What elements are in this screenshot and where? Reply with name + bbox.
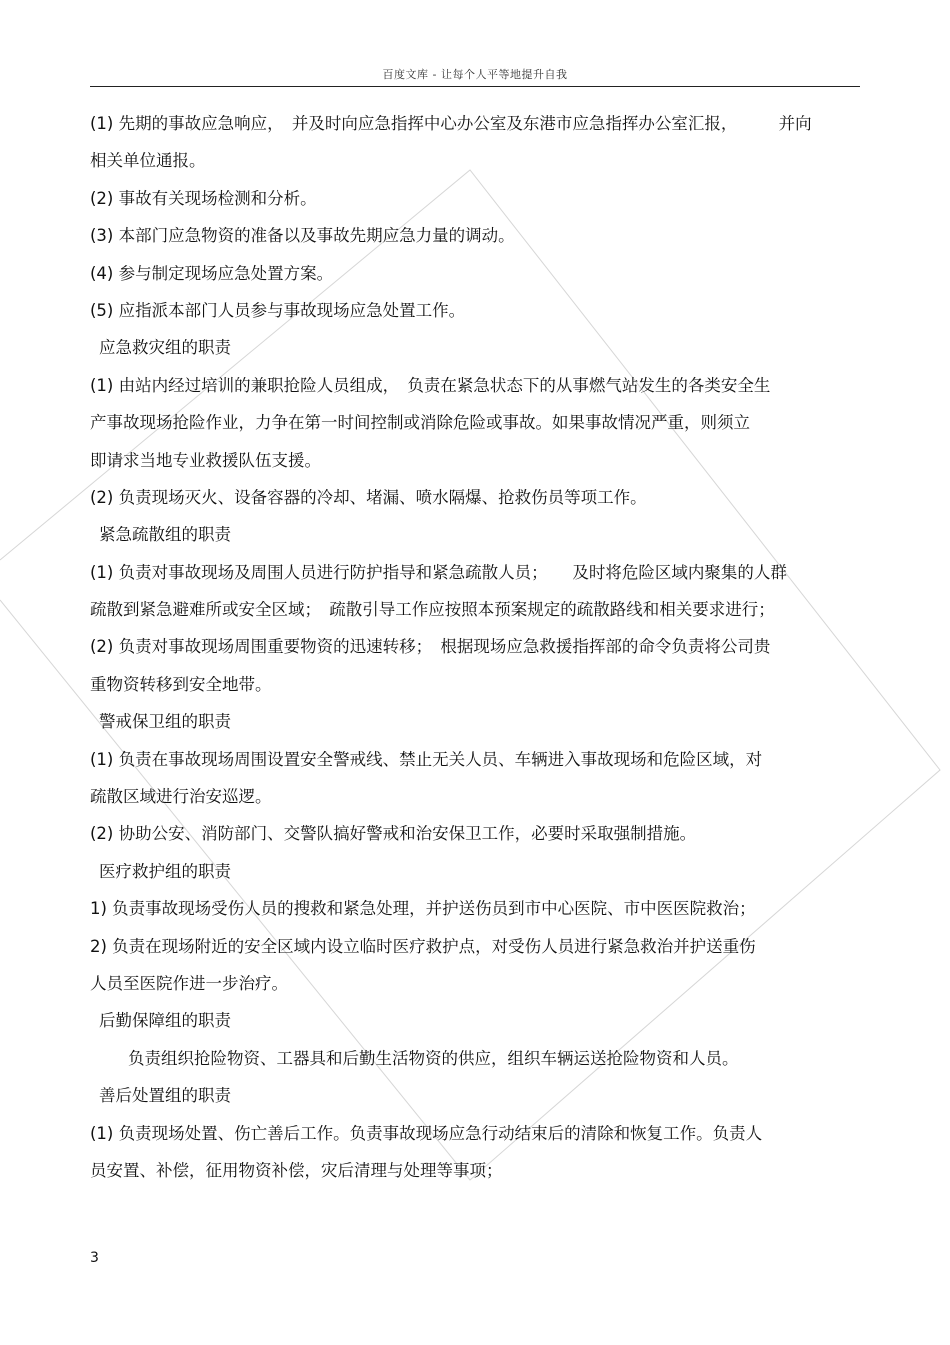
paragraph-line: (2) 负责对事故现场周围重要物资的迅速转移； 根据现场应急救援指挥部的命令负责将公司贵 bbox=[90, 637, 771, 657]
section-heading: 善后处置组的职责 bbox=[99, 1086, 231, 1106]
paragraph-line: (1) 负责在事故现场周围设置安全警戒线、禁止无关人员、车辆进入事故现场和危险区域，对 bbox=[90, 749, 763, 769]
section-heading: 警戒保卫组的职责 bbox=[99, 712, 231, 732]
paragraph-line: (2) 协助公安、消防部门、交警队搞好警戒和治安保卫工作，必要时采取强制措施。 bbox=[90, 824, 697, 844]
paragraph-line: 人员至医院作进一步治疗。 bbox=[90, 973, 288, 993]
paragraph-line: 疏散到紧急避难所或安全区域； 疏散引导工作应按照本预案规定的疏散路线和相关要求进行； bbox=[90, 600, 775, 620]
paragraph-line: 1) 负责事故现场受伤人员的搜救和紧急处理，并护送伤员到市中心医院、市中医医院救治； bbox=[90, 899, 756, 919]
paragraph-line: (1) 负责现场处置、伤亡善后工作。负责事故现场应急行动结束后的清除和恢复工作。负责人 bbox=[90, 1123, 763, 1143]
paragraph-line: (1) 由站内经过培训的兼职抢险人员组成， 负责在紧急状态下的从事燃气站发生的各类安全生 bbox=[90, 375, 771, 395]
paragraph-line: (3) 本部门应急物资的准备以及事故先期应急力量的调动。 bbox=[90, 226, 515, 246]
paragraph-line: 产事故现场抢险作业，力争在第一时间控制或消除危险或事故。如果事故情况严重，则须立 bbox=[90, 413, 750, 433]
paragraph-line: (1) 负责对事故现场及周围人员进行防护指导和紧急疏散人员； 及时将危险区域内聚集的人群 bbox=[90, 562, 787, 582]
paragraph-line: (1) 先期的事故应急响应， 并及时向应急指挥中心办公室及东港市应急指挥办公室汇报， 并向 bbox=[90, 114, 812, 133]
section-heading: 应急救灾组的职责 bbox=[99, 338, 231, 358]
paragraph-line: 重物资转移到安全地带。 bbox=[90, 674, 272, 694]
section-heading: 医疗救护组的职责 bbox=[99, 861, 231, 881]
paragraph-line: 负责组织抢险物资、工器具和后勤生活物资的供应，组织车辆运送抢险物资和人员。 bbox=[128, 1048, 739, 1068]
paragraph-line: 2) 负责在现场附近的安全区域内设立临时医疗救护点，对受伤人员进行紧急救治并护送重伤 bbox=[90, 936, 756, 956]
section-heading: 紧急疏散组的职责 bbox=[99, 525, 231, 545]
page-number: 3 bbox=[90, 1250, 99, 1266]
paragraph-line: 员安置、补偿，征用物资补偿，灾后清理与处理等事项； bbox=[90, 1160, 503, 1180]
paragraph-line: (2) 事故有关现场检测和分析。 bbox=[90, 188, 317, 208]
page-header: 百度文库 - 让每个人平等地提升自我 bbox=[382, 68, 568, 81]
section-heading: 后勤保障组的职责 bbox=[99, 1011, 231, 1031]
paragraph-line: 相关单位通报。 bbox=[90, 151, 206, 171]
header-divider bbox=[90, 86, 860, 87]
paragraph-line: (2) 负责现场灭火、设备容器的冷却、堵漏、喷水隔爆、抢救伤员等项工作。 bbox=[90, 487, 647, 507]
paragraph-line: 即请求当地专业救援队伍支援。 bbox=[90, 450, 321, 470]
paragraph-line: (5) 应指派本部门人员参与事故现场应急处置工作。 bbox=[90, 300, 466, 320]
paragraph-line: (4) 参与制定现场应急处置方案。 bbox=[90, 263, 334, 283]
document-body bbox=[90, 105, 865, 1189]
paragraph-line: 疏散区域进行治安巡逻。 bbox=[90, 787, 272, 807]
